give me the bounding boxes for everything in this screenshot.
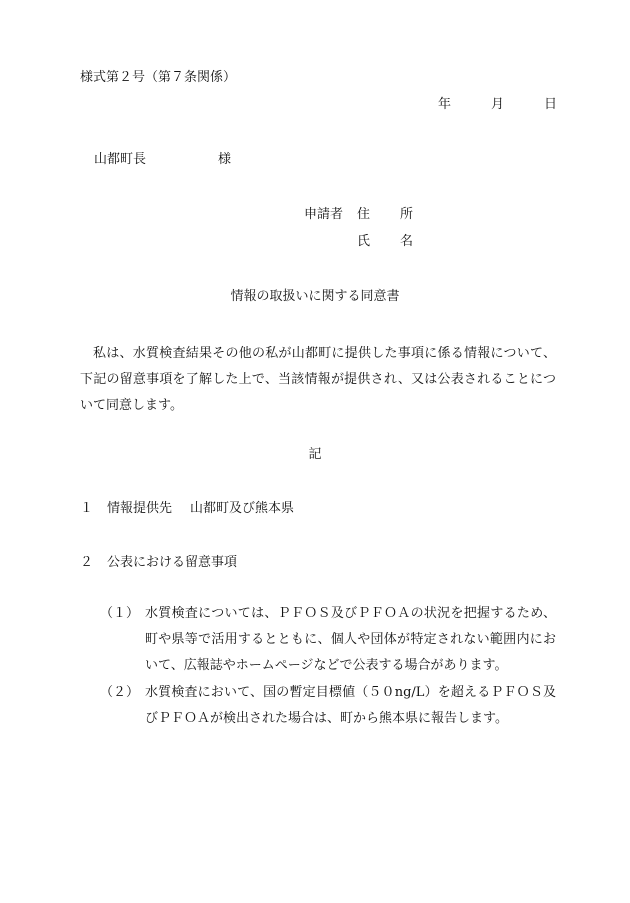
address-label-char-2: 所 <box>400 207 414 222</box>
item1-label: 情報提供先 <box>107 501 173 516</box>
applicant-label: 申請者 <box>304 207 344 222</box>
item-notes <box>80 554 237 572</box>
name-label-char-2: 名 <box>400 234 414 249</box>
month-label: 月 <box>490 97 504 112</box>
item1-value: 山都町及び熊本県 <box>190 501 295 516</box>
addressee <box>94 151 231 169</box>
consent-statement: 私は、水質検査結果その他の私が山都町に提供した事項に係る情報について、下記の留意事項を了解した上で、当該情報が提供され、又は公表されることについて同意します。 <box>80 346 556 413</box>
ki-heading: 記 <box>308 447 322 462</box>
sub-item-2-text: 水質検査において、国の暫定目標値（５０ng/L）を超えるＰＦＯＳ及びＰＦＯＡが検出された場合は、町から熊本県に報告します。 <box>145 685 556 726</box>
sub-item-2-label: （２） <box>100 685 140 700</box>
day-label: 日 <box>543 97 557 112</box>
year-label: 年 <box>437 97 451 112</box>
item1-number: １ <box>80 501 94 516</box>
item-recipient <box>80 500 294 518</box>
sub-item-1 <box>100 601 556 679</box>
applicant-address-label <box>357 206 413 224</box>
form-number: 様式第２号（第７条関係） <box>80 70 237 85</box>
sub-item-1-label: （１） <box>100 606 140 621</box>
sub-item-2 <box>100 680 556 732</box>
item2-number: ２ <box>80 555 94 570</box>
addressee-name: 山都町長 <box>94 152 147 167</box>
applicant-name-label <box>357 233 413 251</box>
address-label-char-1: 住 <box>357 207 371 222</box>
addressee-honorific: 様 <box>218 152 232 167</box>
document-title: 情報の取扱いに関する同意書 <box>230 289 400 304</box>
date-line <box>438 96 557 114</box>
item2-label: 公表における留意事項 <box>107 555 238 570</box>
sub-item-1-text: 水質検査については、ＰＦＯＳ及びＰＦＯＡの状況を把握するため、町や県等で活用するとともに、個人や団体が特定されない範囲内において、広報誌やホームページなどで公表する場合があります。 <box>145 606 556 673</box>
name-label-char-1: 氏 <box>357 234 371 249</box>
